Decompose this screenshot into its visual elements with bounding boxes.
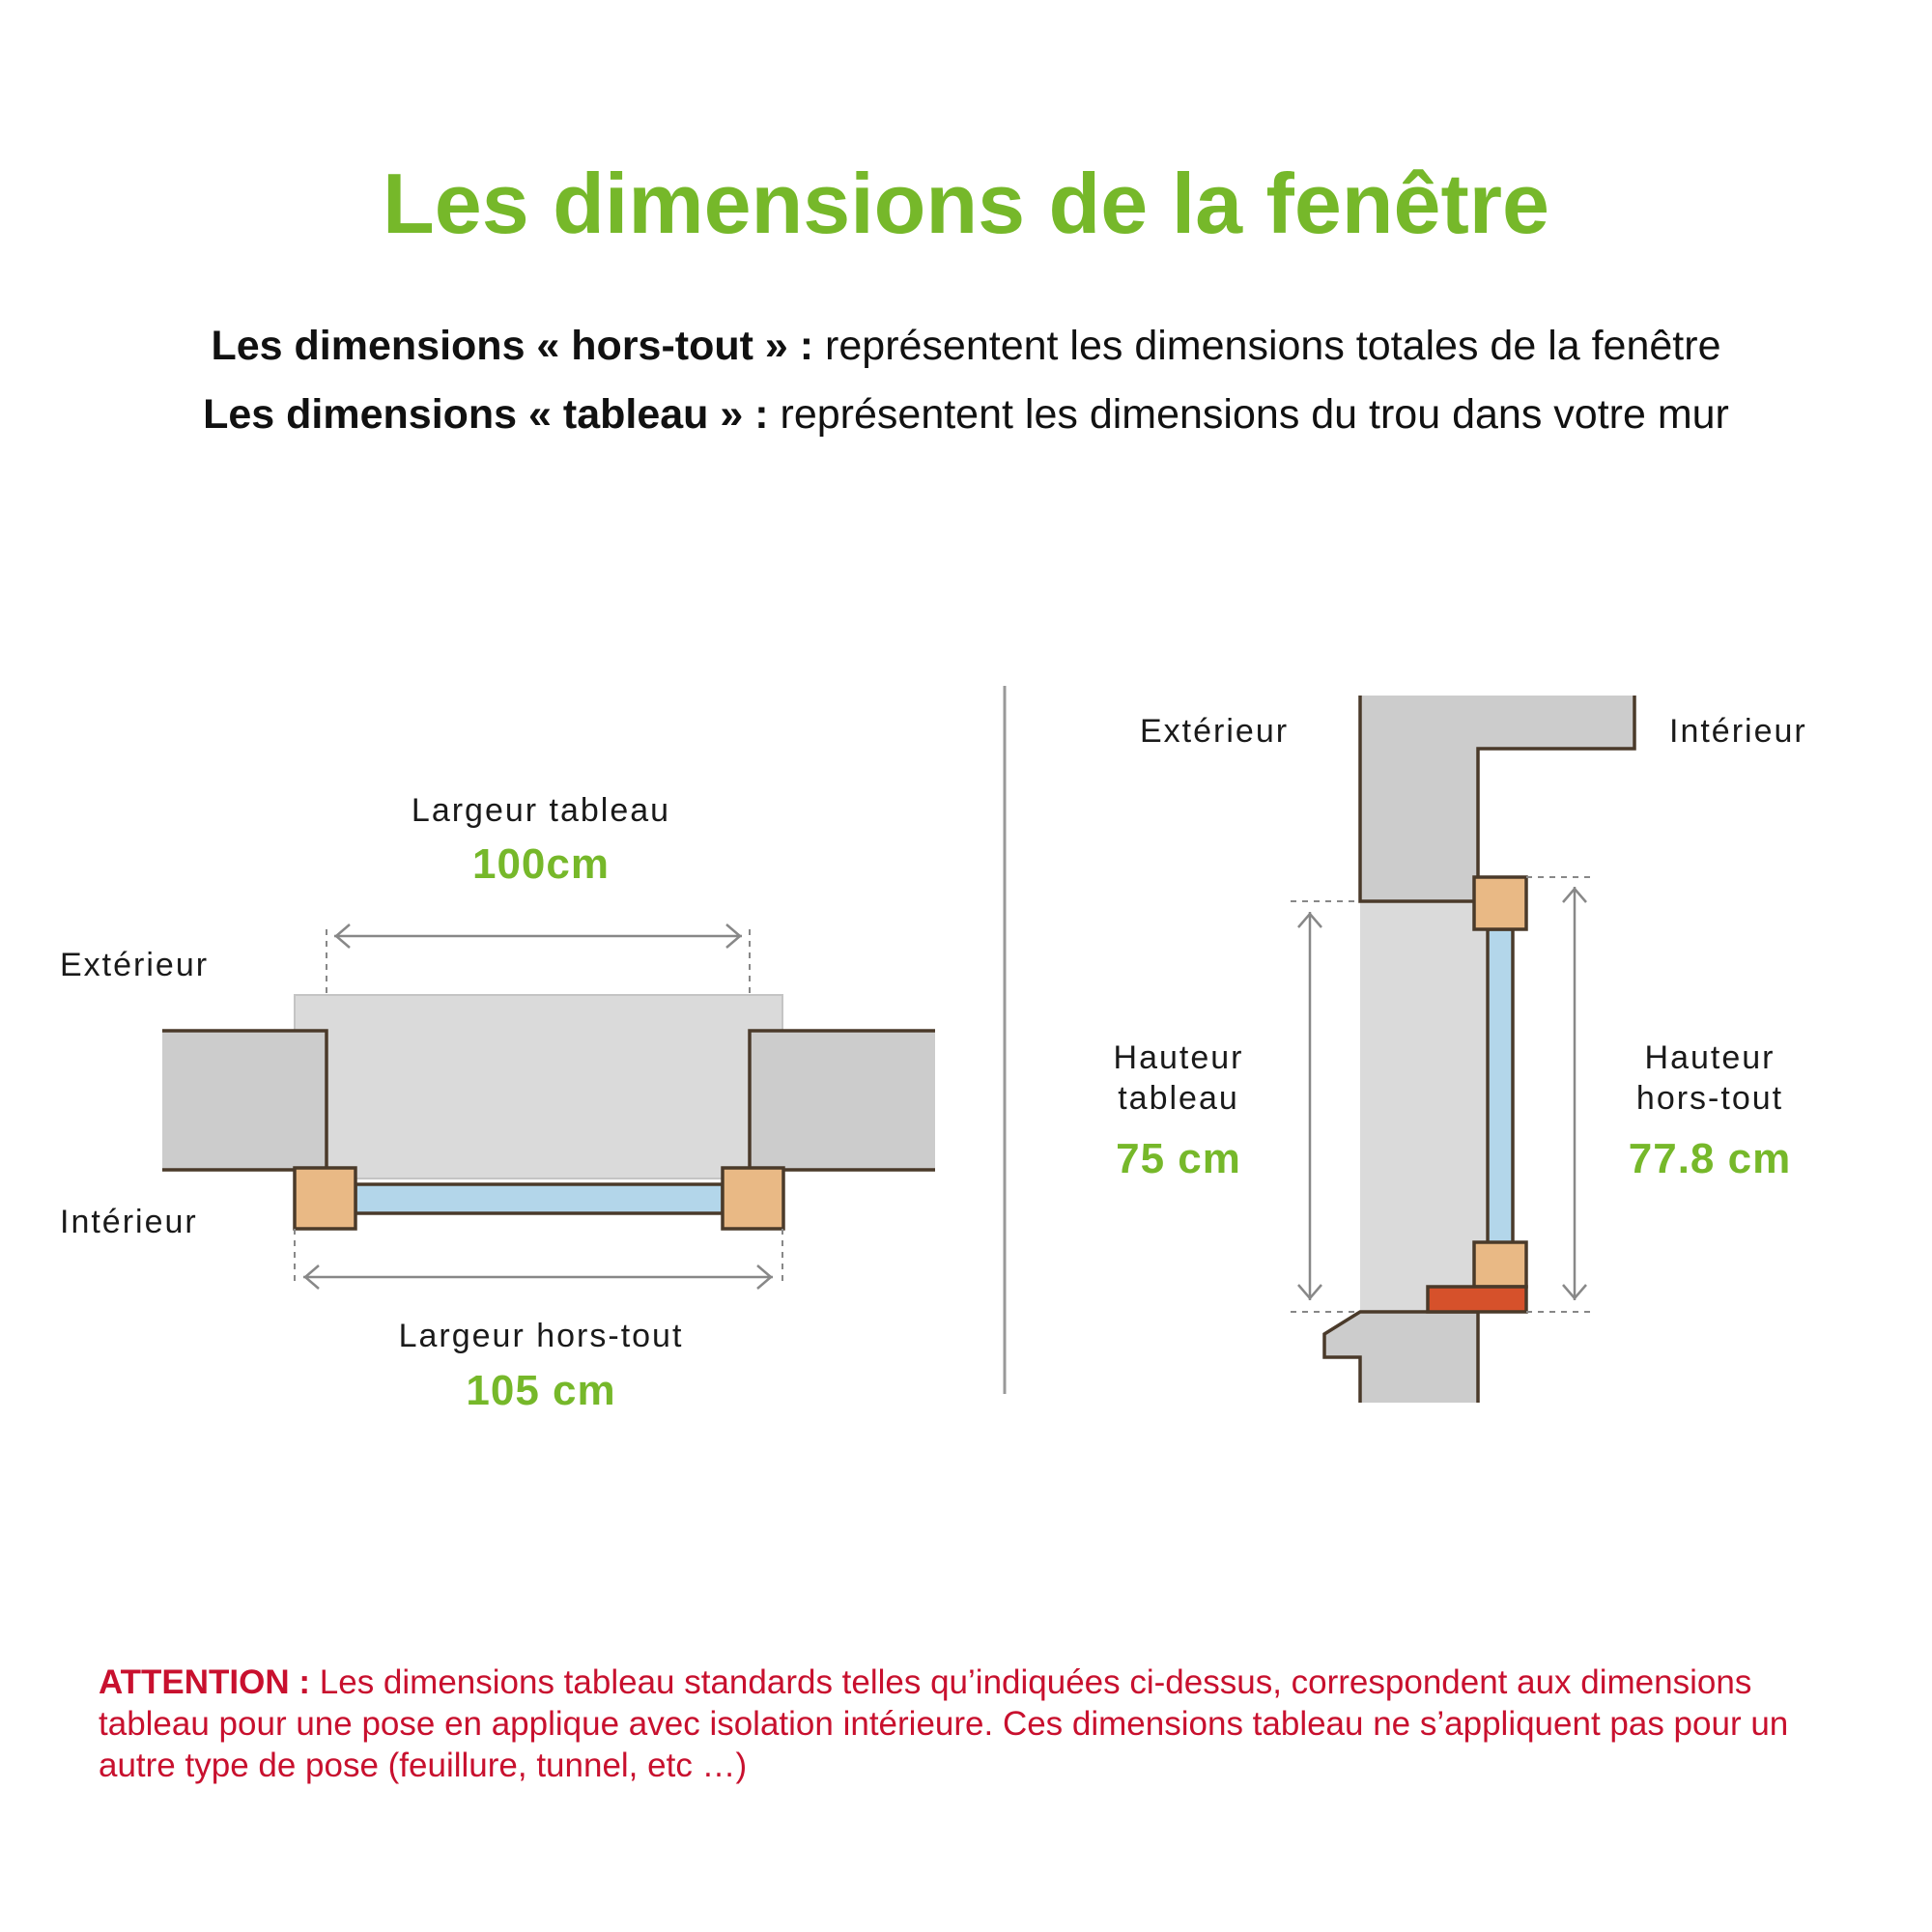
- definition-term: Les dimensions « tableau » :: [203, 391, 769, 438]
- section-exterior-label: Extérieur: [1140, 713, 1290, 750]
- section-lintel: [1360, 696, 1634, 901]
- plan-view: [162, 924, 935, 1289]
- plan-overall-width-label: Largeur hors-tout: [398, 1318, 684, 1354]
- page-title: Les dimensions de la fenêtre: [383, 156, 1549, 251]
- plan-tableau-width-value: 100cm: [471, 840, 610, 888]
- section-tableau-height-label-line1: Hauteur: [1113, 1039, 1244, 1076]
- section-frame-top: [1474, 877, 1526, 929]
- section-overall-height-value: 77.8 cm: [1628, 1135, 1792, 1182]
- section-tableau-height-label-line2: tableau: [1118, 1080, 1239, 1117]
- section-tableau-height-value: 75 cm: [1116, 1135, 1241, 1182]
- attention-text: Les dimensions tableau standards telles qu’indiquées ci-dessus, correspondent aux dimensions tableau pour une pose en applique avec isolation intérieure. Ces dimensions tableau ne s’appliquent pas pour un autre type de pose (feuillure, tunnel, etc …): [99, 1663, 1789, 1784]
- plan-opening: [295, 995, 782, 1179]
- section-overall-height-label-line2: hors-tout: [1635, 1080, 1784, 1117]
- section-opening: [1360, 901, 1486, 1312]
- plan-exterior-label: Extérieur: [60, 947, 210, 983]
- section-sill: [1428, 1287, 1526, 1312]
- attention-note: [99, 1662, 1837, 1786]
- plan-wall-right: [750, 1031, 935, 1170]
- plan-interior-label: Intérieur: [60, 1204, 198, 1240]
- plan-tableau-width-label: Largeur tableau: [411, 792, 671, 829]
- definition-text: représentent les dimensions totales de la fenêtre: [813, 323, 1721, 369]
- section-interior-label: Intérieur: [1669, 713, 1807, 750]
- section-glass: [1488, 929, 1513, 1243]
- plan-overall-width-value: 105 cm: [466, 1367, 616, 1414]
- definition-term: Les dimensions « hors-tout » :: [211, 323, 814, 369]
- plan-frame-right: [723, 1168, 783, 1229]
- plan-frame-left: [295, 1168, 355, 1229]
- section-frame-bottom: [1474, 1242, 1526, 1287]
- section-overall-height-label-line1: Hauteur: [1644, 1039, 1776, 1076]
- section-view: [1291, 696, 1634, 1403]
- definition-text: représentent les dimensions du trou dans votre mur: [768, 391, 1729, 438]
- plan-wall-left: [162, 1031, 327, 1170]
- attention-label: ATTENTION :: [99, 1663, 311, 1701]
- plan-glass: [355, 1184, 723, 1213]
